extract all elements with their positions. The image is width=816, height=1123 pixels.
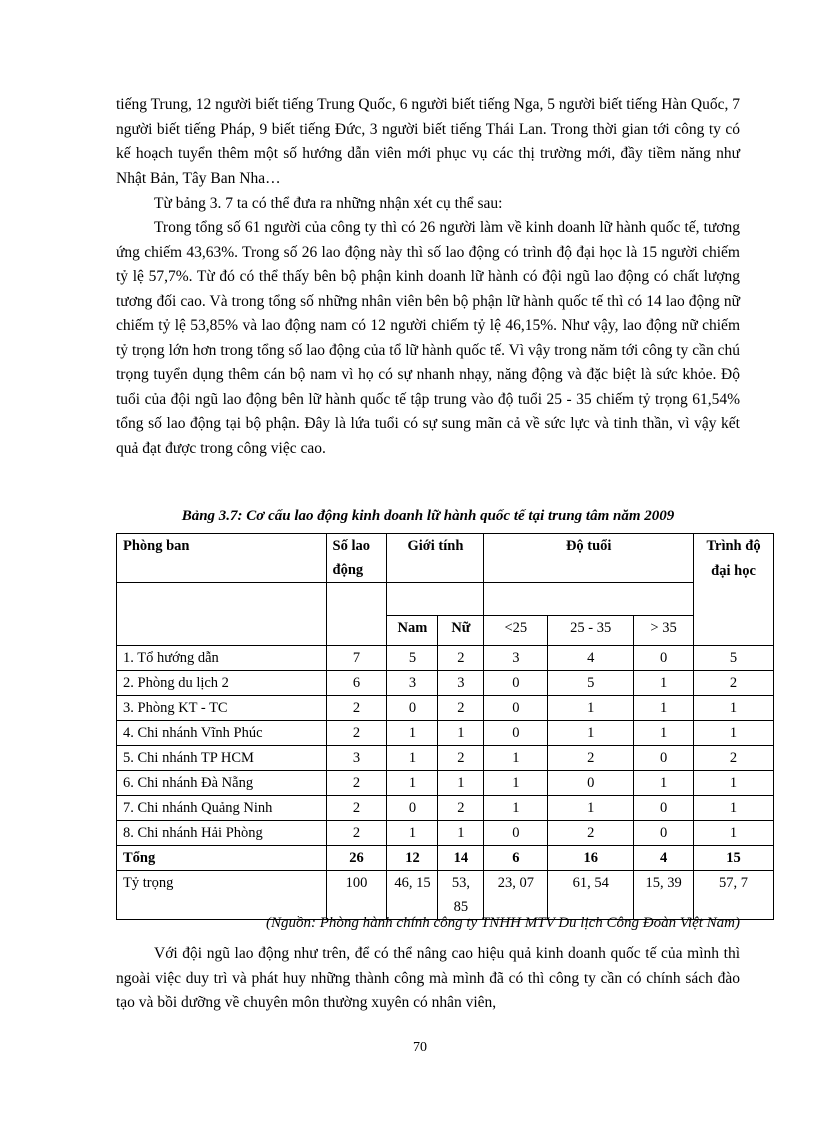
cell-age-gt35: 1 <box>634 696 694 721</box>
cell-female: 2 <box>438 696 484 721</box>
cell-male: 1 <box>387 771 438 796</box>
cell-male: 5 <box>387 646 438 671</box>
cell-female: 2 <box>438 796 484 821</box>
cell-total: 7 <box>326 646 387 671</box>
table-row <box>117 671 774 696</box>
cell-total-label: Tổng <box>117 846 327 871</box>
header-age-gt35: > 35 <box>634 616 694 646</box>
cell-age-lt25: 6 <box>484 846 548 871</box>
cell-female: 1 <box>438 771 484 796</box>
cell-education: 1 <box>694 696 774 721</box>
table-header-row <box>117 534 774 583</box>
cell-age-gt35: 1 <box>634 771 694 796</box>
cell-age-gt35: 1 <box>634 721 694 746</box>
header-age-empty <box>484 583 694 616</box>
cell-department: 2. Phòng du lịch 2 <box>117 671 327 696</box>
cell-department: 6. Chi nhánh Đà Nẵng <box>117 771 327 796</box>
cell-age-lt25: 0 <box>484 671 548 696</box>
table-row <box>117 796 774 821</box>
cell-age-25-35: 1 <box>548 721 634 746</box>
cell-share-label: Tỷ trọng <box>117 871 327 920</box>
cell-age-25-35: 1 <box>548 696 634 721</box>
table-share-row <box>117 871 774 920</box>
cell-education: 5 <box>694 646 774 671</box>
header-male: Nam <box>387 616 438 646</box>
cell-education: 15 <box>694 846 774 871</box>
cell-age-gt35: 4 <box>634 846 694 871</box>
cell-female: 3 <box>438 671 484 696</box>
cell-age-lt25: 0 <box>484 696 548 721</box>
cell-education: 2 <box>694 671 774 696</box>
cell-total: 2 <box>326 696 387 721</box>
table-row <box>117 746 774 771</box>
header-age-lt25: <25 <box>484 616 548 646</box>
cell-total: 2 <box>326 796 387 821</box>
cell-total: 2 <box>326 771 387 796</box>
cell-department: 8. Chi nhánh Hải Phòng <box>117 821 327 846</box>
cell-age-25-35: 4 <box>548 646 634 671</box>
cell-female: 1 <box>438 721 484 746</box>
cell-department: 4. Chi nhánh Vĩnh Phúc <box>117 721 327 746</box>
cell-age-lt25: 0 <box>484 721 548 746</box>
cell-total: 3 <box>326 746 387 771</box>
table-source-note: (Nguồn: Phòng hành chính công ty TNHH MTV Du lịch Công Đoàn Việt Nam) <box>266 915 740 931</box>
cell-age-25-35: 5 <box>548 671 634 696</box>
cell-age-gt35: 0 <box>634 796 694 821</box>
cell-age-25-35: 1 <box>548 796 634 821</box>
cell-male: 0 <box>387 696 438 721</box>
cell-total: 26 <box>326 846 387 871</box>
cell-age-gt35: 0 <box>634 746 694 771</box>
cell-education: 2 <box>694 746 774 771</box>
labor-structure-table <box>116 533 774 920</box>
header-department: Phòng ban <box>117 534 327 583</box>
cell-total: 2 <box>326 721 387 746</box>
paragraph-analysis: Trong tổng số 61 người của công ty thì có 26 người làm về kinh doanh lữ hành quốc tế, tương ứng chiếm 43,63%. Trong số 26 lao động này thì số lao động có trình độ đại học là 15 người chiếm tỷ lệ 57,7%. Từ đó có thể thấy bên bộ phận kinh doanh lữ hành có đội ngũ lao động có chất lượng tương đối cao. Và trong tổng số những nhân viên bên bộ phận lữ hành quốc tế thì có 14 lao động nữ chiếm tỷ lệ 53,85% và lao động nam có 12 người chiếm tỷ lệ 46,15%. Như vậy, lao động nữ chiếm tỷ trọng lớn hơn trong tổng số lao động của tổ lữ hành quốc tế. Vì vậy trong năm tới công ty cần chú trọng tuyển dụng thêm cán bộ nam vì họ có sự nhanh nhạy, năng động và đặc biệt là sức khỏe. Độ tuổi của đội ngũ lao động bên lữ hành quốc tế tập trung vào độ tuổi 25 - 35 chiếm tỷ trọng 61,54% tổng số lao động tại bộ phận. Đây là lứa tuổi có sự sung mãn cả về sức lực và tinh thần, vì vậy kết quả đạt được trong công việc cao. <box>116 219 740 457</box>
table-row <box>117 646 774 671</box>
cell-age-25-35: 61, 54 <box>548 871 634 920</box>
cell-age-gt35: 15, 39 <box>634 871 694 920</box>
cell-female: 2 <box>438 646 484 671</box>
page-number: 70 <box>413 1040 427 1055</box>
cell-male: 1 <box>387 746 438 771</box>
cell-age-lt25: 0 <box>484 821 548 846</box>
paragraph-conclusion: Với đội ngũ lao động như trên, để có thể nâng cao hiệu quả kinh doanh quốc tế của mình thì ngoài việc duy trì và phát huy những thành công mà mình đã có thì công ty cần có chính sách đào tạo và bồi dưỡng về chuyên môn thường xuyên có nhân viên, <box>116 945 740 1011</box>
header-staff-empty <box>326 583 387 646</box>
table-row <box>117 696 774 721</box>
cell-female: 1 <box>438 821 484 846</box>
cell-male: 1 <box>387 821 438 846</box>
cell-male: 12 <box>387 846 438 871</box>
cell-total: 6 <box>326 671 387 696</box>
cell-age-gt35: 0 <box>634 821 694 846</box>
cell-age-25-35: 0 <box>548 771 634 796</box>
cell-education: 1 <box>694 821 774 846</box>
cell-male: 1 <box>387 721 438 746</box>
cell-age-gt35: 1 <box>634 671 694 696</box>
cell-age-25-35: 2 <box>548 821 634 846</box>
table-row <box>117 721 774 746</box>
cell-age-lt25: 1 <box>484 746 548 771</box>
cell-age-25-35: 16 <box>548 846 634 871</box>
header-age-25-35: 25 - 35 <box>548 616 634 646</box>
header-female: Nữ <box>438 616 484 646</box>
paragraph-languages: tiếng Trung, 12 người biết tiếng Trung Quốc, 6 người biết tiếng Nga, 5 người biết tiếng Hàn Quốc, 7 người biết tiếng Pháp, 9 biết tiếng Đức, 3 người biết tiếng Thái Lan. Trong thời gian tới công ty có kế hoạch tuyển thêm một số hướng dẫn viên mới phục vụ các thị trường mới, đầy tiềm năng như Nhật Bản, Tây Ban Nha… <box>116 96 740 187</box>
table-caption: Bảng 3.7: Cơ cấu lao động kinh doanh lữ hành quốc tế tại trung tâm năm 2009 <box>181 508 675 524</box>
paragraph-intro-remarks: Từ bảng 3. 7 ta có thể đưa ra những nhận xét cụ thể sau: <box>154 195 503 212</box>
cell-department: 1. Tổ hướng dẫn <box>117 646 327 671</box>
cell-female: 2 <box>438 746 484 771</box>
cell-total: 2 <box>326 821 387 846</box>
cell-department: 5. Chi nhánh TP HCM <box>117 746 327 771</box>
cell-age-lt25: 3 <box>484 646 548 671</box>
cell-age-gt35: 0 <box>634 646 694 671</box>
cell-male: 46, 15 <box>387 871 438 920</box>
header-gender-empty <box>387 583 484 616</box>
header-department-empty <box>117 583 327 646</box>
table-row <box>117 771 774 796</box>
cell-male: 3 <box>387 671 438 696</box>
cell-female: 53, 85 <box>438 871 484 920</box>
header-age: Độ tuổi <box>484 534 694 583</box>
cell-age-lt25: 23, 07 <box>484 871 548 920</box>
header-staff-count: Số lao động <box>326 534 387 583</box>
cell-education: 57, 7 <box>694 871 774 920</box>
cell-department: 3. Phòng KT - TC <box>117 696 327 721</box>
cell-male: 0 <box>387 796 438 821</box>
header-gender: Giới tính <box>387 534 484 583</box>
cell-education: 1 <box>694 721 774 746</box>
table-total-row <box>117 846 774 871</box>
table-row <box>117 821 774 846</box>
cell-department: 7. Chi nhánh Quảng Ninh <box>117 796 327 821</box>
cell-education: 1 <box>694 796 774 821</box>
table-header-spacer-row <box>117 583 774 616</box>
cell-age-25-35: 2 <box>548 746 634 771</box>
cell-age-lt25: 1 <box>484 771 548 796</box>
cell-education: 1 <box>694 771 774 796</box>
cell-age-lt25: 1 <box>484 796 548 821</box>
cell-female: 14 <box>438 846 484 871</box>
cell-total: 100 <box>326 871 387 920</box>
header-education: Trình độ đại học <box>694 534 774 646</box>
